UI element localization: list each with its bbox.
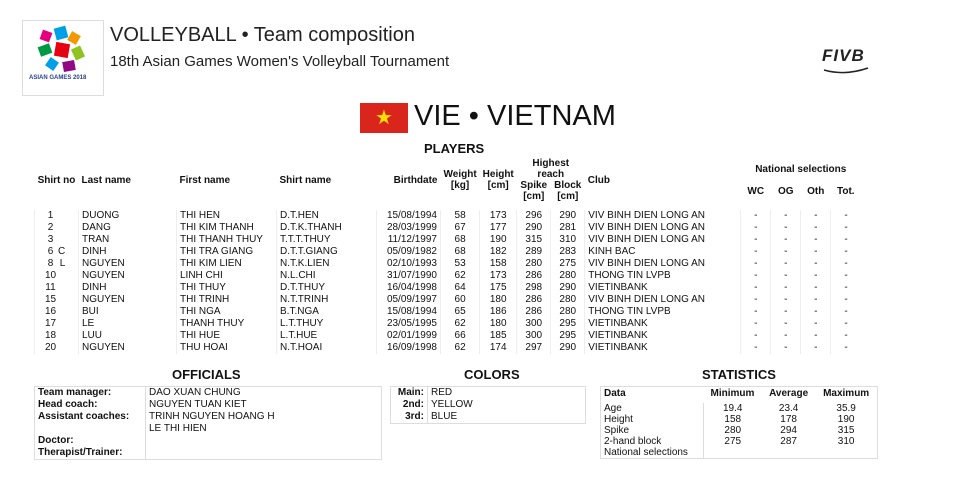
player-role: L [59,258,66,269]
player-block: 295 [551,330,585,342]
flag-star-icon: ★ [375,107,393,129]
player-shirt-no [35,342,79,354]
stat-min: 19.4 [723,403,743,414]
player-shirt-name: N.T.TRINH [277,294,377,306]
player-spike: 298 [517,282,551,294]
player-og: - [771,342,801,354]
player-birthdate: 28/03/1999 [377,222,441,234]
official-role-label: Assistant coaches: [35,411,146,423]
official-row [35,423,382,435]
player-weight: 66 [441,330,480,342]
player-club: THONG TIN LVPB [585,306,741,318]
stat-row [601,403,878,414]
player-tot: - [831,270,861,282]
player-row [35,210,861,222]
player-oth: - [801,210,831,222]
official-row [35,387,382,400]
player-weight: 60 [441,294,480,306]
official-role-label [35,423,146,435]
color-value: BLUE [431,411,458,422]
player-oth: - [801,330,831,342]
player-birthdate: 02/10/1993 [377,258,441,270]
player-row [35,246,861,258]
player-first-name: THU HOAI [177,342,277,354]
player-og: - [771,234,801,246]
player-first-name: THANH THUY [177,318,277,330]
player-first-name: THI TRINH [177,294,277,306]
player-oth: - [801,342,831,354]
players-table [34,158,861,354]
official-row [35,447,382,460]
player-shirt-name: D.T.K.THANH [277,222,377,234]
player-last-name: NGUYEN [79,294,177,306]
player-block: 275 [551,258,585,270]
player-club: VIV BINH DIEN LONG AN [585,258,741,270]
player-tot: - [831,246,861,258]
player-shirt-no [35,294,79,306]
player-last-name: LE [79,318,177,330]
col-weight: Weight [kg] [443,169,477,191]
stat-max [815,447,877,459]
player-last-name: DINH [79,282,177,294]
stat-avg [762,447,815,459]
player-first-name: THI THANH THUY [177,234,277,246]
stat-min: 158 [724,414,742,425]
player-club: VIETINBANK [585,330,741,342]
player-wc: - [741,270,771,282]
stat-max: 315 [837,425,855,436]
player-shirt-no [35,330,79,342]
player-birthdate: 16/09/1998 [377,342,441,354]
players-title: PLAYERS [424,141,485,156]
player-spike: 280 [517,258,551,270]
player-shirt-no [35,222,79,234]
player-shirt-no-value: 16 [44,306,57,317]
player-shirt-no [35,306,79,318]
official-row [35,399,382,411]
player-tot: - [831,330,861,342]
officials-table [34,386,382,460]
player-row [35,222,861,234]
stats-col-avg: Average [769,388,809,399]
fivb-logo-text: FIVB [822,46,865,65]
col-national-selections: National selections [755,163,847,175]
player-weight: 68 [441,234,480,246]
player-oth: - [801,246,831,258]
official-role-label: Doctor: [35,435,146,447]
official-role-label: Head coach: [35,399,146,411]
player-row [35,330,861,342]
stat-avg: 287 [780,436,797,447]
page-title: VOLLEYBALL • Team composition [110,24,415,46]
player-first-name: THI THUY [177,282,277,294]
stat-avg: 294 [780,425,797,436]
stats-col-data: Data [604,388,626,399]
player-shirt-name: B.T.NGA [277,306,377,318]
player-shirt-no [35,318,79,330]
official-role-label: Team manager: [35,387,146,400]
player-shirt-no [35,210,79,222]
player-spike: 289 [517,246,551,258]
color-row [391,387,586,400]
player-height: 175 [480,282,517,294]
player-shirt-no-value: 10 [44,270,57,281]
player-height: 173 [480,270,517,282]
player-weight: 62 [441,318,480,330]
player-shirt-no-value: 18 [44,330,57,341]
player-spike: 315 [517,234,551,246]
player-spike: 286 [517,270,551,282]
player-club: VIV BINH DIEN LONG AN [585,222,741,234]
col-club: Club [587,174,610,186]
player-wc: - [741,306,771,318]
stat-row [601,436,878,447]
player-oth: - [801,234,831,246]
player-wc: - [741,318,771,330]
player-shirt-name: D.T.HEN [277,210,377,222]
colors-table [390,386,586,424]
player-first-name: THI KIM THANH [177,222,277,234]
player-wc: - [741,210,771,222]
player-first-name: THI KIM LIEN [177,258,277,270]
stat-label: National selections [601,447,704,459]
player-height: 180 [480,294,517,306]
player-block: 290 [551,210,585,222]
col-shirt-name: Shirt name [279,174,332,186]
player-first-name: THI NGA [177,306,277,318]
player-og: - [771,246,801,258]
player-last-name: BUI [79,306,177,318]
player-tot: - [831,234,861,246]
player-shirt-no [35,258,79,270]
player-shirt-no-value: 15 [44,294,57,305]
player-shirt-no [35,282,79,294]
player-oth: - [801,294,831,306]
player-row [35,234,861,246]
player-weight: 53 [441,258,480,270]
player-height: 177 [480,222,517,234]
col-highest-reach: Highest reach [532,158,570,180]
statistics-title: STATISTICS [702,367,776,382]
player-tot: - [831,258,861,270]
stat-min: 280 [724,425,742,436]
col-shirt-no: Shirt no [37,174,76,186]
player-shirt-name: L.T.THUY [277,318,377,330]
stat-min [703,447,762,459]
stat-avg: 178 [780,414,797,425]
player-last-name: DINH [79,246,177,258]
asian-games-logo-text: ASIAN GAMES 2018 [29,75,87,81]
player-last-name: DUONG [79,210,177,222]
player-shirt-no-value: 1 [47,210,54,221]
player-wc: - [741,330,771,342]
player-height: 158 [480,258,517,270]
col-tot: Tot. [836,185,855,197]
player-shirt-no-value: 8 [47,258,54,269]
col-birthdate: Birthdate [393,174,438,186]
player-height: 190 [480,234,517,246]
stat-label: Spike [601,425,704,436]
player-club: THONG TIN LVPB [585,270,741,282]
player-wc: - [741,258,771,270]
header [22,20,882,98]
stat-avg: 23.4 [778,403,799,414]
col-og: OG [777,185,794,197]
player-shirt-no [35,234,79,246]
player-spike: 296 [517,210,551,222]
col-height: Height [cm] [482,169,514,191]
official-name: TRINH NGUYEN HOANG H [149,411,275,422]
stat-label: Height [601,414,704,425]
player-tot: - [831,318,861,330]
player-club: VIV BINH DIEN LONG AN [585,234,741,246]
player-block: 290 [551,342,585,354]
player-shirt-no-value: 11 [45,282,56,293]
stat-max: 35.9 [836,403,856,414]
player-weight: 65 [441,306,480,318]
player-weight: 58 [441,210,480,222]
player-spike: 300 [517,318,551,330]
player-og: - [771,306,801,318]
page-subtitle: 18th Asian Games Women's Volleyball Tournament [110,53,450,70]
player-last-name: TRAN [79,234,177,246]
player-weight: 68 [441,246,480,258]
player-tot: - [831,294,861,306]
player-row [35,294,861,306]
stat-min: 275 [724,436,742,447]
player-block: 290 [551,282,585,294]
player-shirt-name: D.T.THUY [277,282,377,294]
player-tot: - [831,210,861,222]
country-name: VIE • VIETNAM [414,100,616,132]
player-shirt-no-value: 2 [47,222,54,233]
player-tot: - [831,306,861,318]
col-wc: WC [747,185,765,197]
player-wc: - [741,282,771,294]
player-spike: 300 [517,330,551,342]
player-block: 295 [551,318,585,330]
player-last-name: NGUYEN [79,342,177,354]
player-height: 186 [480,306,517,318]
asian-games-emblem-icon [33,25,91,75]
player-og: - [771,330,801,342]
player-oth: - [801,282,831,294]
player-tot: - [831,342,861,354]
player-spike: 286 [517,306,551,318]
player-row [35,342,861,354]
player-birthdate: 15/08/1994 [377,306,441,318]
official-role-label: Therapist/Trainer: [35,447,146,460]
col-spike: Spike [cm] [520,180,548,202]
player-block: 280 [551,306,585,318]
colors-title: COLORS [464,367,520,382]
color-value: YELLOW [431,399,473,410]
player-oth: - [801,258,831,270]
player-og: - [771,258,801,270]
player-weight: 67 [441,222,480,234]
player-birthdate: 31/07/1990 [377,270,441,282]
player-club: VIETINBANK [585,342,741,354]
official-row [35,411,382,423]
statistics-table [600,386,878,459]
player-wc: - [741,246,771,258]
color-label: 3rd: [391,411,428,424]
player-first-name: THI HUE [177,330,277,342]
player-birthdate: 11/12/1997 [377,234,441,246]
player-oth: - [801,270,831,282]
asian-games-logo [22,20,104,96]
player-shirt-name: N.L.CHI [277,270,377,282]
stat-row [601,425,878,436]
color-label: Main: [391,387,428,400]
player-og: - [771,294,801,306]
player-club: KINH BAC [585,246,741,258]
stat-row [601,414,878,425]
player-shirt-no [35,270,79,282]
player-shirt-name: D.T.T.GIANG [277,246,377,258]
player-row [35,282,861,294]
player-club: VIV BINH DIEN LONG AN [585,294,741,306]
officials-title: OFFICIALS [172,367,241,382]
color-label: 2nd: [391,399,428,411]
player-birthdate: 05/09/1997 [377,294,441,306]
player-last-name: LUU [79,330,177,342]
col-block: Block [cm] [554,180,582,202]
stat-max: 190 [837,414,855,425]
player-og: - [771,282,801,294]
player-row [35,258,861,270]
player-oth: - [801,306,831,318]
col-oth: Oth [807,185,825,197]
player-height: 180 [480,318,517,330]
player-height: 174 [480,342,517,354]
player-first-name: LINH CHI [177,270,277,282]
player-row [35,318,861,330]
player-last-name: NGUYEN [79,258,177,270]
player-height: 173 [480,210,517,222]
player-spike: 297 [517,342,551,354]
player-shirt-no-value: 6 [47,246,54,257]
official-name: NGUYEN TUAN KIET [149,399,247,410]
stats-col-max: Maximum [823,388,870,399]
col-first-name: First name [179,174,231,186]
color-row [391,399,586,411]
player-spike: 290 [517,222,551,234]
stats-col-min: Minimum [710,388,755,399]
player-birthdate: 23/05/1995 [377,318,441,330]
player-first-name: THI HEN [177,210,277,222]
player-weight: 62 [441,342,480,354]
player-shirt-name: N.T.K.LIEN [277,258,377,270]
player-club: VIETINBANK [585,318,741,330]
player-birthdate: 16/04/1998 [377,282,441,294]
color-value: RED [431,387,453,398]
player-og: - [771,222,801,234]
player-wc: - [741,294,771,306]
col-last-name: Last name [81,174,131,186]
player-tot: - [831,282,861,294]
player-shirt-no-value: 20 [44,342,57,353]
player-row [35,306,861,318]
player-height: 182 [480,246,517,258]
player-block: 310 [551,234,585,246]
player-club: VIV BINH DIEN LONG AN [585,210,741,222]
player-block: 281 [551,222,585,234]
player-weight: 62 [441,270,480,282]
player-block: 283 [551,246,585,258]
stat-label: Age [601,403,704,414]
player-oth: - [801,222,831,234]
player-birthdate: 05/09/1982 [377,246,441,258]
player-height: 185 [480,330,517,342]
official-name [146,447,382,460]
player-og: - [771,270,801,282]
stat-max: 310 [837,436,855,447]
player-weight: 64 [441,282,480,294]
color-row [391,411,586,424]
player-first-name: THI TRA GIANG [177,246,277,258]
vietnam-flag-icon [360,103,408,133]
player-birthdate: 02/01/1999 [377,330,441,342]
player-club: VIETINBANK [585,282,741,294]
stat-label: 2-hand block [601,436,704,447]
player-oth: - [801,318,831,330]
stat-row [601,447,878,459]
player-last-name: NGUYEN [79,270,177,282]
player-block: 280 [551,294,585,306]
official-name: LE THI HIEN [149,423,207,434]
official-name: DAO XUAN CHUNG [149,387,241,398]
player-shirt-name: T.T.T.THUY [277,234,377,246]
player-last-name: DANG [79,222,177,234]
official-name [146,435,382,447]
player-wc: - [741,234,771,246]
player-tot: - [831,222,861,234]
player-shirt-name: N.T.HOAI [277,342,377,354]
player-row [35,270,861,282]
official-row [35,435,382,447]
player-og: - [771,210,801,222]
player-birthdate: 15/08/1994 [377,210,441,222]
player-block: 280 [551,270,585,282]
player-shirt-no-value: 3 [47,234,54,245]
player-shirt-name: L.T.HUE [277,330,377,342]
player-spike: 286 [517,294,551,306]
player-wc: - [741,222,771,234]
player-shirt-no-value: 17 [44,318,57,329]
player-wc: - [741,342,771,354]
player-role: C [58,246,66,257]
player-shirt-no [35,246,79,258]
player-og: - [771,318,801,330]
